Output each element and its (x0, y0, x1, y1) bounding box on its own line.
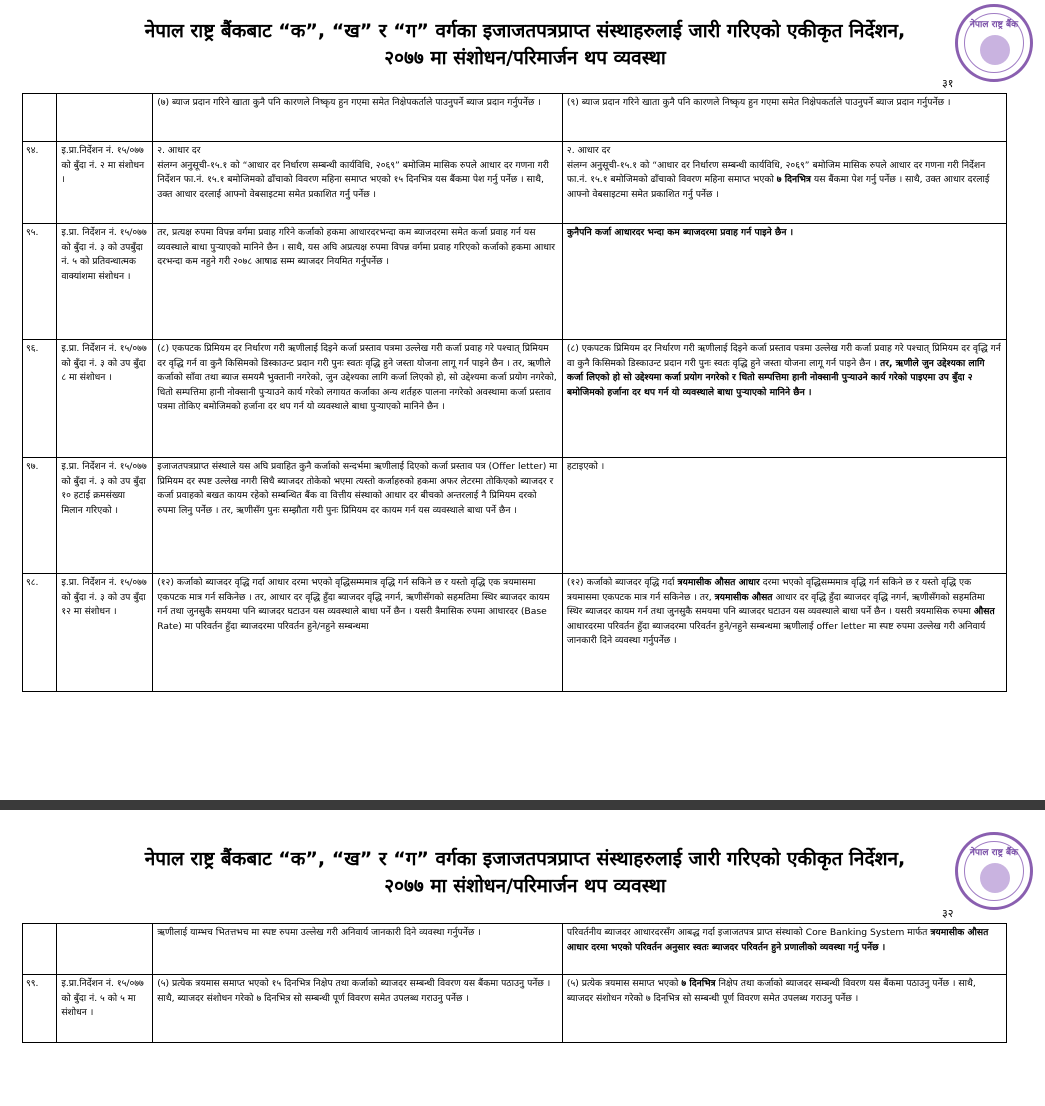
amended-provision: कुनैपनि कर्जा आधारदर भन्दा कम ब्याजदरमा प्रवाह गर्न पाइने छैन । (562, 224, 1006, 340)
amended-provision: (९) ब्याज प्रदान गरिने खाता कुनै पनि कारणले निष्कृय हुन गएमा समेत निक्षेपकर्ताले पाउनुपर्ने ब्याज प्रदान गर्नुपर्नेछ । (562, 94, 1006, 142)
table-row (23, 224, 1007, 340)
existing-provision: इजाजतपत्रप्राप्त संस्थाले यस अघि प्रवाहित कुनै कर्जाको सन्दर्भमा ऋणीलाई दिएको कर्जा प्रस्ताव पत्र (Offer letter) मा प्रिमियम दर स्पष्ट उल्लेख नगरी सिधै ब्याजदर तोकेको भएमा त्यस्तो कर्जाहरुको हकमा अफर लेटरमा तोकिएको ब्याजदर र कर्जा प्रवाहको बखत कायम रहेको सम्बन्धित बैंक वा वित्तीय संस्थाको आधार दर बीचको अन्तरलाई नै प्रिमियम दरको रुपमा लिनु पर्नेछ । तर, ऋणीसँग पुनः सम्झौता गरी पुनः प्रिमियम दर कायम गर्न यस व्यवस्थाले बाधा पर्ने छैन । (153, 458, 563, 574)
row-number (23, 924, 57, 975)
row-reference: इ.प्रा.निर्देशन नं. १५/०७७ को बुँदा नं. ५ को ५ मा संशोधन । (57, 975, 153, 1043)
row-reference: इ.प्रा. निर्देशन नं. १५/०७७ को बुँदा नं. ३ को उप बुँदा १२ मा संशोधन । (57, 574, 153, 692)
row-number: ९४. (23, 142, 57, 224)
seal-text: नेपाल राष्ट्र बैंक (969, 20, 1019, 30)
row-number: ९८. (23, 574, 57, 692)
existing-provision: ऋणीलाई याम्भच भितत्तभच मा स्पष्ट रुपमा उल्लेख गरी अनिवार्य जानकारी दिने व्यवस्था गर्नुपर्नेछ । (153, 924, 563, 975)
row-number: ९७. (23, 458, 57, 574)
page-number: ३१ (942, 77, 954, 90)
title-line-1: नेपाल राष्ट्र बैंकबाट “क”, “ख” र “ग” वर्गका इजाजतपत्रप्राप्त संस्थाहरुलाई जारी गरिएको एकीकृत निर्देशन, (144, 848, 906, 870)
bold-change: त्रयमासीक औसत आधार (677, 577, 760, 588)
amended-provision: (८) एकपटक प्रिमियम दर निर्धारण गरी ऋणीलाई दिइने कर्जा प्रस्ताव पत्रमा उल्लेख गरी कर्जा प्रवाह गरे पश्चात् प्रिमियम दर वृद्धि गर्न वा कुनै किसिमको डिस्काउन्ट प्रदान गरी पुनः स्वतः वृद्धि हुने जस्ता योजना लागू गर्न पाइने छैन । तर, ऋणीले जुन उद्देश्यका लागि कर्जा लिएको हो सो उद्देश्यमा कर्जा प्रयोग नगरेको र धितो सम्पत्तिमा हानी नोक्सानी पुऱ्याउने कार्य गरेको पाइएमा उप बुँदा २ बमोजिमको हर्जाना दर थप गर्न यो व्यवस्थाले बाधा पुऱ्याएको मानिने छैन । (562, 340, 1006, 458)
bold-change: त्रयमासीक औसत आधार दरमा भएको परिवर्तन अनुसार स्वतः ब्याजदर परिवर्तन हुने प्रणालीको व्यवस्था गर्नु पर्नेछ । (566, 927, 989, 953)
amendment-table (22, 923, 1007, 1043)
amended-provision: २. आधार दर संलग्न अनुसूची-१५.१ को “आधार दर निर्धारण सम्बन्धी कार्यविधि, २०६९” बमोजिम मासिक रुपले आधार दर गणना गरी निर्देशन फा.नं. १५.१ बमोजिमको ढाँचाको विवरण महिना समाप्त भएको ७ दिनभित्र यस बैंकमा पेश गर्नु पर्नेछ । साथै, उक्त आधार दरलाई आफ्नो वेबसाइटमा समेत प्रकाशित गर्नु पर्नेछ । (562, 142, 1006, 224)
page-number: ३२ (942, 907, 954, 920)
amended-provision: हटाइएको । (562, 458, 1006, 574)
amended-provision: परिवर्तनीय ब्याजदर आधारदरसँग आबद्ध गर्दा इजाजतपत्र प्राप्त संस्थाको Core Banking System मार्फत त्रयमासीक औसत आधार दरमा भएको परिवर्तन अनुसार स्वतः ब्याजदर परिवर्तन हुने प्रणालीको व्यवस्था गर्नु पर्नेछ । (562, 924, 1006, 975)
table-row (23, 458, 1007, 574)
title-line-2: २०७७ मा संशोधन/परिमार्जन थप व्यवस्था (384, 875, 666, 897)
table-row (23, 94, 1007, 142)
amended-provision: (५) प्रत्येक त्रयमास समाप्त भएको ७ दिनभित्र निक्षेप तथा कर्जाको ब्याजदर सम्बन्धी विवरण यस बैंकमा पठाउनु पर्नेछ । साथै, ब्याजदर संशोधन गरेको ७ दिनभित्र सो सम्बन्धी पूर्ण विवरण समेत उपलब्ध गराउनु पर्नेछ । (562, 975, 1006, 1043)
bold-change: औसत (973, 606, 995, 617)
table-row (23, 924, 1007, 975)
amended-provision: (१२) कर्जाको ब्याजदर वृद्धि गर्दा त्रयमासीक औसत आधार दरमा भएको वृद्धिसम्ममात्र वृद्धि गर्न सकिने छ र यस्तो वृद्धि एक त्रयमासमा एकपटक मात्र गर्न सकिनेछ । तर, त्रयमासीक औसत आधार दर वृद्धि हुँदा ब्याजदर वृद्धि नगर्न, ऋणीसँगको सहमतिमा स्थिर ब्याजदर कायम गर्न तथा जुनसुकै समयमा पनि ब्याजदर घटाउन यस व्यवस्थाले बाधा पर्ने छैन । यसरी त्रयमासिक रुपमा औसत आधारदरमा परिवर्तन हुँदा ब्याजदरमा परिवर्तन हुने/नहुने सम्बन्धमा ऋणीलाई offer letter मा स्पष्ट रुपमा उल्लेख गरी अनिवार्य जानकारी दिने व्यवस्था गर्नुपर्नेछ । (562, 574, 1006, 692)
row-reference (57, 924, 153, 975)
bold-change: त्रयमासीक औसत (714, 591, 773, 603)
table-row (23, 340, 1007, 458)
bold-change: ७ दिनभित्र (776, 174, 811, 185)
table-row (23, 142, 1007, 224)
amendment-table (22, 93, 1007, 692)
row-number (23, 94, 57, 142)
nrb-seal-icon (955, 832, 1033, 910)
existing-provision: २. आधार दर संलग्न अनुसूची-१५.१ को “आधार दर निर्धारण सम्बन्धी कार्यविधि, २०६९” बमोजिम मासिक रुपले आधार दर गणना गरी निर्देशन फा.नं. १५.१ बमोजिमको ढाँचाको विवरण महिना समाप्त भएको १५ दिनभित्र यस बैंकमा पेश गर्नु पर्नेछ । साथै, उक्त आधार दरलाई आफ्नो वेबसाइटमा समेत प्रकाशित गर्नु पर्नेछ । (153, 142, 563, 224)
table-row (23, 574, 1007, 692)
row-reference: इ.प्रा.निर्देशन नं. १५/०७७ को बुँदा नं. २ मा संशोधन । (57, 142, 153, 224)
row-reference: इ.प्रा. निर्देशन नं. १५/०७७ को बुँदा नं. ३ को उप बुँदा ८ मा संशोधन । (57, 340, 153, 458)
page-32 (0, 810, 1045, 1106)
table-row (23, 975, 1007, 1043)
existing-provision: (८) एकपटक प्रिमियम दर निर्धारण गरी ऋणीलाई दिइने कर्जा प्रस्ताव पत्रमा उल्लेख गरी कर्जा प्रवाह गरे पश्चात् प्रिमियम दर वृद्धि गर्न वा कुनै किसिमको डिस्काउन्ट प्रदान गरी पुनः स्वतः वृद्धि हुने जस्ता योजना लागू गर्न पाइने छैन । तर, ऋणीले कर्जाको साँवा तथा ब्याज समयमै भुक्तानी नगरेको, जुन उद्देश्यका लागि कर्जा लिएको हो, सो उद्देश्यमा कर्जा प्रयोग नगरेको, धितो सम्पत्तिमा हानी नोक्सानी पुऱ्याउने कार्य गरेको लगायत कर्जाका अन्य शर्तहरु पालना नगरेको अवस्थामा कर्जा प्रस्ताव पत्रमा तोकिए बमोजिमको हर्जाना दर थप गर्न यो व्यवस्थाले बाधा पुऱ्याएको मानिने छैन । (153, 340, 563, 458)
bold-change: तर, ऋणीले जुन उद्देश्यका लागि कर्जा लिएको हो सो उद्देश्यमा कर्जा प्रयोग नगरेको र धितो सम्पत्तिमा हानी नोक्सानी पुऱ्याउने कार्य गरेको पाइएमा उप बुँदा २ बमोजिमको हर्जाना दर थप गर्न यो व्यवस्थाले बाधा पुऱ्याएको मानिने छैन । (566, 357, 985, 398)
row-number: ९५. (23, 224, 57, 340)
bold-change: ७ दिनभित्र (681, 978, 716, 989)
row-number: ९६. (23, 340, 57, 458)
page-divider (0, 800, 1045, 810)
page-title (100, 18, 950, 72)
row-reference (57, 94, 153, 142)
nrb-seal-icon (955, 4, 1033, 82)
row-reference: इ.प्रा. निर्देशन नं. १५/०७७ को बुँदा नं. ३ को उपबुँदा नं. ५ को प्रतिवन्धात्मक वाक्यांशमा संशोधन । (57, 224, 153, 340)
row-reference: इ.प्रा. निर्देशन नं. १५/०७७ को बुँदा नं. ३ को उप बुँदा १० हटाई क्रमसंख्या मिलान गरिएको । (57, 458, 153, 574)
existing-provision: (५) प्रत्येक त्रयमास समाप्त भएको १५ दिनभित्र निक्षेप तथा कर्जाको ब्याजदर सम्बन्धी विवरण यस बैंकमा पठाउनु पर्नेछ । साथै, ब्याजदर संशोधन गरेको ७ दिनभित्र सो सम्बन्धी पूर्ण विवरण समेत उपलब्ध गराउनु पर्नेछ । (153, 975, 563, 1043)
existing-provision: (७) ब्याज प्रदान गरिने खाता कुनै पनि कारणले निष्कृय हुन गएमा समेत निक्षेपकर्ताले पाउनुपर्ने ब्याज प्रदान गर्नुपर्नेछ । (153, 94, 563, 142)
title-line-2: २०७७ मा संशोधन/परिमार्जन थप व्यवस्था (384, 47, 666, 69)
seal-text: नेपाल राष्ट्र बैंक (969, 848, 1019, 858)
existing-provision: (१२) कर्जाको ब्याजदर वृद्धि गर्दा आधार दरमा भएको वृद्धिसम्ममात्र वृद्धि गर्न सकिने छ र यस्तो वृद्धि एक त्रयमासमा एकपटक मात्र गर्न सकिनेछ । तर, आधार दर वृद्धि हुँदा ब्याजदर वृद्धि नगर्न, ऋणीसँगको सहमतिमा स्थिर ब्याजदर कायम गर्न तथा जुनसुकै समयमा पनि ब्याजदर घटाउन यस व्यवस्थाले बाधा पर्ने छैन । यसरी त्रैमासिक रुपमा आधारदर (Base Rate) मा परिवर्तन हुँदा ब्याजदरमा परिवर्तन हुने/नहुने सम्बन्धमा (153, 574, 563, 692)
page-title (100, 846, 950, 900)
existing-provision: तर, प्रत्यक्ष रुपमा विपन्न वर्गमा प्रवाह गरिने कर्जाको हकमा आधारदरभन्दा कम ब्याजदरमा समेत कर्जा प्रवाह गर्न यस व्यवस्थाले बाधा पुऱ्याएको मानिने छैन । साथै, यस अघि अप्रत्यक्ष रुपमा विपन्न वर्गमा प्रवाह गरिएको कर्जाको हकमा आधार दरभन्दा कम नहुने गरी २०७८ आषाढ सम्म ब्याजदर नियमित गर्नुपर्नेछ । (153, 224, 563, 340)
row-number: ९९. (23, 975, 57, 1043)
title-line-1: नेपाल राष्ट्र बैंकबाट “क”, “ख” र “ग” वर्गका इजाजतपत्रप्राप्त संस्थाहरुलाई जारी गरिएको एकीकृत निर्देशन, (144, 20, 906, 42)
